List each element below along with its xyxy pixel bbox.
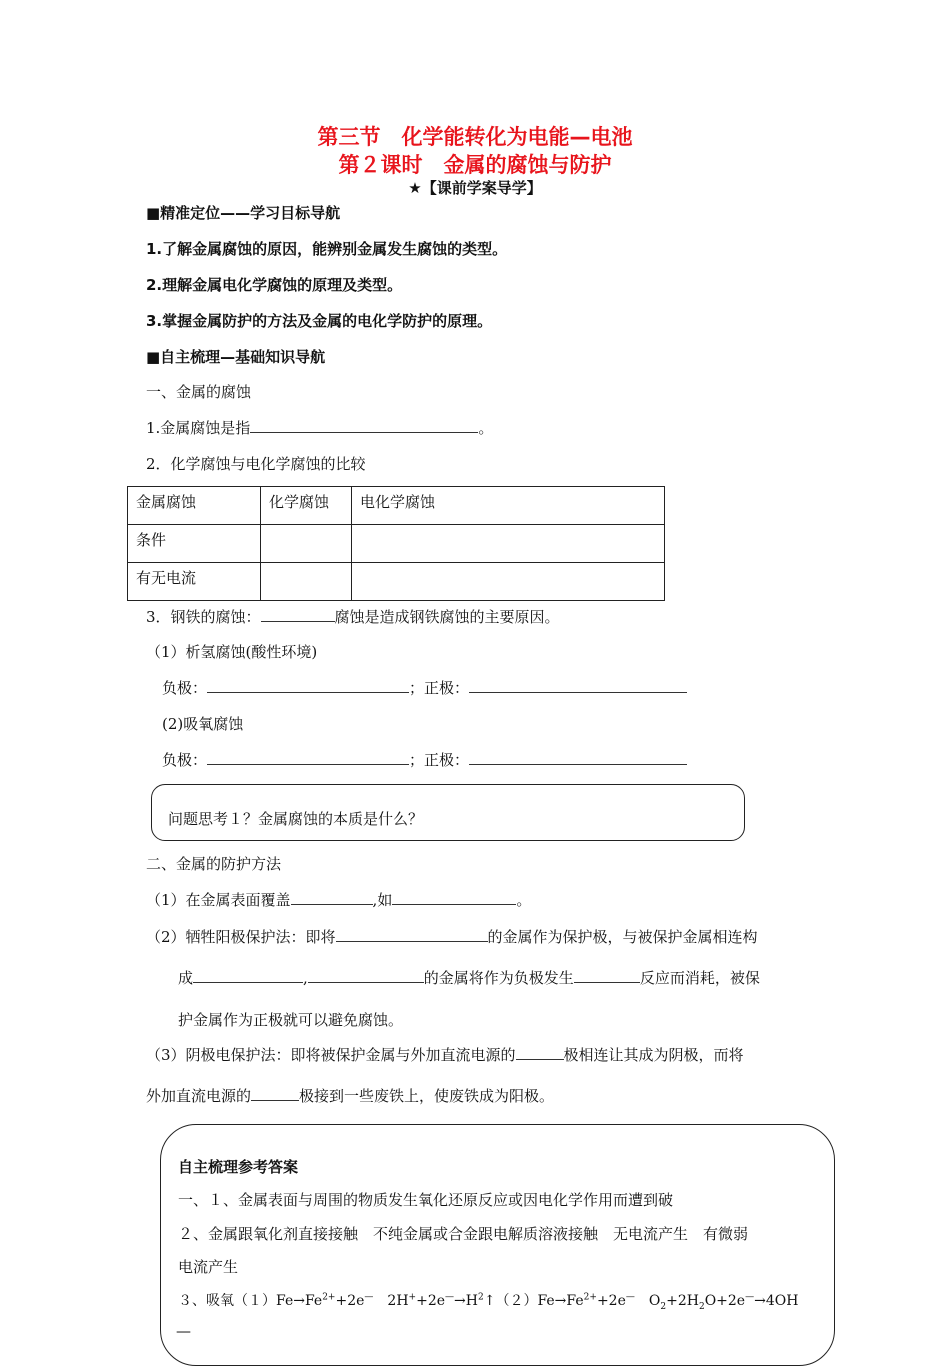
- table-cell[interactable]: [261, 525, 352, 563]
- think-question: 问题思考１？金属腐蚀的本质是什么？: [168, 810, 424, 828]
- protection-3-cont: 外加直流电源的 极接到一些废铁上，使废铁成为阳极。: [146, 1087, 555, 1105]
- answer-line-4: ３、吸氧$(1)Fe\to Fe^{2+}+2e^—$ $2H^++2e^—\to H^2↑(2)Fe\to Fe^{2+}+2e^—$ $O_2+2H_2O+2e^—\to 4OH$: [178, 1292, 799, 1312]
- table-cell[interactable]: [352, 525, 665, 563]
- goals-heading: ■精准定位——学习目标导航: [146, 204, 341, 222]
- protection-2-cont: 成 , 的金属将作为负极发生 反应而消耗，被保: [178, 969, 760, 987]
- comparison-table: [127, 486, 665, 601]
- answer-blank[interactable]: [336, 927, 488, 942]
- answer-blank[interactable]: [308, 968, 424, 983]
- answer-line-1: 一、１、金属表面与周围的物质发生氧化还原反应或因电化学作用而遭到破: [178, 1191, 674, 1209]
- table-row-label: 条件: [128, 525, 261, 563]
- answer-blank[interactable]: [207, 750, 409, 765]
- page-title-line1: 第三节 化学能转化为电能—电池: [317, 125, 633, 149]
- goal-item-3: 3.掌握金属防护的方法及金属的电化学防护的原理。: [146, 312, 493, 330]
- question-3-sub1: （1）析氢腐蚀(酸性环境): [146, 643, 318, 661]
- answer-blank[interactable]: [469, 678, 687, 693]
- goal-item-1: 1.了解金属腐蚀的原因，能辨别金属发生腐蚀的类型。: [146, 240, 508, 258]
- page-subtitle: ★【课前学案导学】: [408, 179, 542, 197]
- question-1: 1.金属腐蚀是指 。: [146, 419, 494, 437]
- answer-blank[interactable]: [261, 607, 335, 622]
- answer-blank[interactable]: [251, 1086, 299, 1101]
- table-cell[interactable]: [352, 563, 665, 601]
- protection-3: （3）阴极电保护法：即将被保护金属与外加直流电源的 极相连让其成为阴极，而将: [146, 1046, 744, 1064]
- table-header-cell: 化学腐蚀: [261, 487, 352, 525]
- question-2: 2．化学腐蚀与电化学腐蚀的比较: [146, 455, 366, 473]
- answer-line-2: ２、金属跟氧化剂直接接触 不纯金属或合金跟电解质溶液接触 无电流产生 有微弱: [178, 1225, 749, 1243]
- part1-title: 一、金属的腐蚀: [146, 383, 252, 401]
- protection-1: （1）在金属表面覆盖 ,如 。: [146, 891, 532, 909]
- answer-blank[interactable]: [574, 968, 640, 983]
- goal-item-2: 2.理解金属电化学腐蚀的原理及类型。: [146, 276, 403, 294]
- answer-blank[interactable]: [392, 890, 516, 905]
- answers-heading: 自主梳理参考答案: [178, 1158, 299, 1176]
- answer-blank[interactable]: [516, 1045, 564, 1060]
- table-cell[interactable]: [261, 563, 352, 601]
- answer-blank[interactable]: [469, 750, 687, 765]
- basics-heading: ■自主梳理—基础知识导航: [146, 348, 326, 366]
- table-header-cell: 金属腐蚀: [128, 487, 261, 525]
- answer-blank[interactable]: [207, 678, 409, 693]
- table-row-label: 有无电流: [128, 563, 261, 601]
- question-3: 3．钢铁的腐蚀： 腐蚀是造成钢铁腐蚀的主要原因。: [146, 608, 560, 626]
- answer-line-5: —: [176, 1322, 191, 1340]
- electrode-line-1: 负极： ；正极：: [162, 677, 687, 698]
- part2-title: 二、金属的防护方法: [146, 855, 282, 873]
- protection-2-end: 护金属作为正极就可以避免腐蚀。: [178, 1011, 404, 1029]
- answer-blank[interactable]: [291, 890, 373, 905]
- electrode-line-2: 负极： ；正极：: [162, 749, 687, 770]
- protection-2: （2）牺牲阳极保护法：即将 的金属作为保护极，与被保护金属相连构: [146, 928, 758, 946]
- question-3-sub2: (2)吸氧腐蚀: [162, 715, 244, 733]
- answer-line-3: 电流产生: [178, 1258, 239, 1276]
- page-title-line2: 第２课时 金属的腐蚀与防护: [338, 153, 612, 177]
- table-header-cell: 电化学腐蚀: [352, 487, 665, 525]
- answer-blank[interactable]: [250, 418, 478, 433]
- answer-blank[interactable]: [193, 968, 303, 983]
